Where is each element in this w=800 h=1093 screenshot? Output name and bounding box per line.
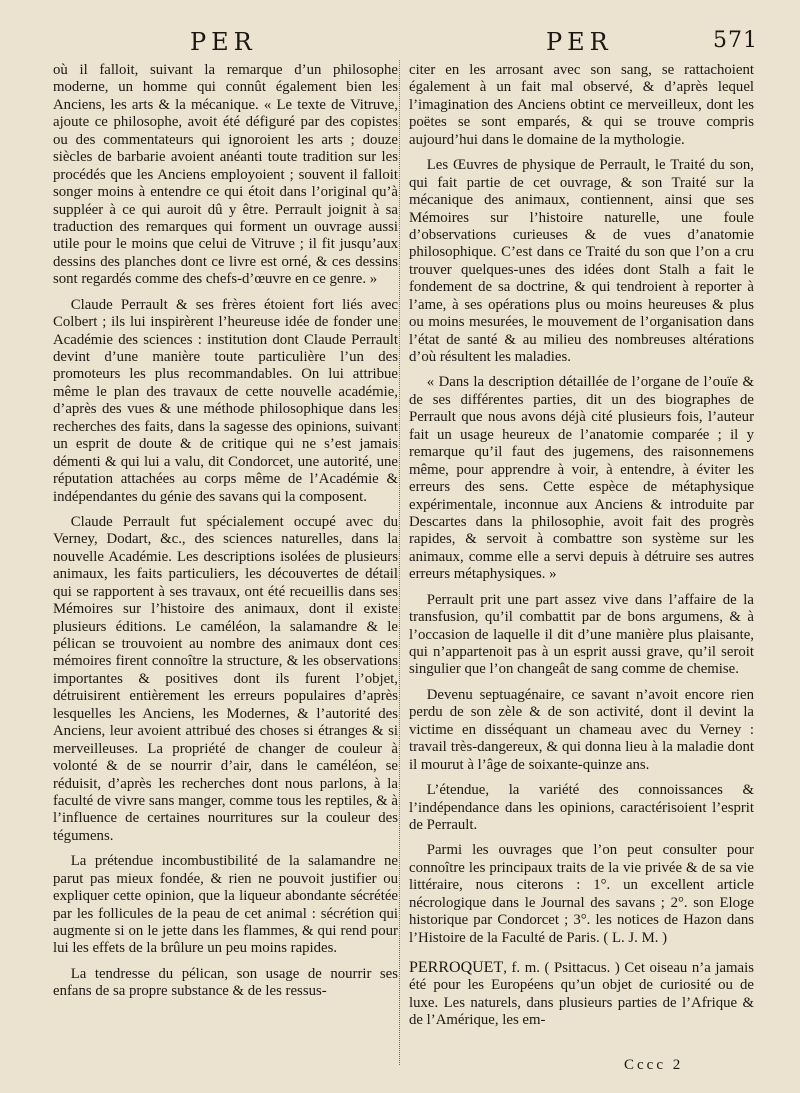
entry-headword: PERROQUET [409, 959, 504, 976]
paragraph: « Dans la description détaillée de l’organe de l’ouïe & de ses différentes parties, dit un des biographes de Perrault que nous avons déjà cité plusieurs fois, l’auteur fait un usage heureux de l’anatomie comparée ; il y remarque qu’il faut des jugemens, des raisonnemens même, pour apprendre à voir, à entendre, à éviter les erreurs des sens. Cette espèce de métaphysique expérimentale, inconnue aux Anciens & introduite par Descartes dans la philosophie, avoit fait des progrès rapides, & servoit à combattre son système sur les animaux, comme elle a servi depuis à détruire ses autres erreurs métaphysiques. » [409, 374, 754, 583]
running-head-right: PER [546, 28, 613, 56]
right-column [409, 62, 754, 1030]
paragraph: Claude Perrault & ses frères étoient fort liés avec Colbert ; ils lui inspirèrent l’heureuse idée de fonder une Académie des sciences : institution dont Claude Perrault devint d’une manière toute particulière l’un des promoteurs les plus recommandables. On lui attribue même le plan des travaux de cette nouvelle académie, d’après des vues & une méthode philosophique dans les recherches des faits, dans la sagesse des opinions, suivant un esprit de doute & de critique qui ne s’est jamais démenti & qui lui a valu, dit Condorcet, une autorité, une réputation attachées au corps même de l’Académie & indépendantes du génie des savans qui la composent. [53, 296, 398, 505]
paragraph: La prétendue incombustibilité de la salamandre ne parut pas mieux fondée, & rien ne pouvoit justifier ou expliquer cette opinion, que la liqueur abondante sécrétée par les follicules de la peau de cet animal : sécrétion qui augmente si on le jette dans les flammes, & qui rend pour lui les effets de la brûlure un peu moins rapides. [53, 853, 398, 957]
signature-mark: Cccc 2 [624, 1057, 684, 1073]
left-column [53, 62, 398, 1001]
paragraph: Claude Perrault fut spécialement occupé avec du Verney, Dodart, &c., des sciences naturelles, dans la nouvelle Académie. Les descriptions isolées de plusieurs animaux, les faits particuliers, les découvertes de détail qui se rapportent à ses travaux, ont été recueillis dans ses Mémoires sur l’histoire des animaux, dont il existe plusieurs éditions. Le caméléon, la salamandre & le pélican se trouvoient au nombre des animaux dont ces mémoires firent connoître la structure, & les observations importantes & positives dont ils furent l’objet, détruisirent entièrement les erreurs populaires d’après lesquelles les Anciens, les Modernes, & l’autorité des Anciens, leur avoient attribué des choses si étranges & si merveilleuses. La propriété de changer de couleur à volonté & de se nourrir d’air, dans le caméléon, se réduisit, d’après les recherches dont nous parlons, à la faculté de vivre sans manger, comme tous les reptiles, & à l’influence de certaines nourritures sur la couleur des tégumens. [53, 513, 398, 844]
paragraph: citer en les arrosant avec son sang, se rattachoient également à un fait mal observé, & d’après lequel l’imagination des Anciens obtint ce merveilleux, dont les poëtes se sont emparés, & qui se trouve compris aujourd’hui dans le domaine de la mythologie. [409, 62, 754, 148]
paragraph: La tendresse du pélican, son usage de nourrir ses enfans de sa propre substance & de les ressus- [53, 965, 398, 1000]
paragraph: Perrault prit une part assez vive dans l’affaire de la transfusion, qu’il combattit par de bons argumens, & à l’occasion de laquelle il dit d’une manière plus plaisante, qui n’appartenoit pas à un esprit aussi grave, qu’il seroit singulier que l’on changeât de sang comme de chemise. [409, 591, 754, 678]
entry-text: , f. m. ( Psittacus. ) Cet oiseau n’a jamais été pour les Européens qu’un objet de curiosité ou de luxe. Les naturels, dans plusieurs parties de l’Afrique & de l’Amérique, les em- [409, 960, 754, 1029]
paragraph: Parmi les ouvrages que l’on peut consulter pour connoître les principaux traits de la vie privée & de sa vie littéraire, nous citerons : 1°. un excellent article nécrologique dans le Journal des savans ; 2°. son Eloge historique par Condorcet ; 3°. les notices de Hazon dans l’Histoire de la Faculté de Paris. ( L. J. M. ) [409, 842, 754, 946]
paragraph: Les Œuvres de physique de Perrault, le Traité du son, qui fait partie de cet ouvrage, & son Traité sur la mécanique des animaux, contiennent, ainsi que ses Mémoires sur l’histoire naturelle, une foule d’observations curieuses & de vues d’anatomie philosophique. C’est dans ce Traité du son que l’on a cru trouver quelques-unes des idées dont Stalh a fait le fondement de sa doctrine, & qui tendroient à reporter à l’ame, à ses opérations plus ou moins heureuses & plus ou moins mesurées, le mouvement de l’organisation dans l’état de santé & au milieu des nombreuses altérations d’où résultent les maladies. [409, 157, 754, 365]
paragraph: L’étendue, la variété des connoissances & l’indépendance dans les opinions, caractérisoient l’esprit de Perrault. [409, 782, 754, 833]
column-divider [399, 60, 400, 1065]
paragraph: Devenu septuagénaire, ce savant n’avoit encore rien perdu de son zèle & de son activité, dont il devint la victime en disséquant un chameau avec du Verney : travail très-dangereux, & qui donna lieu à la maladie dont il mourut à l’âge de soixante-quinze ans. [409, 686, 754, 773]
running-head-left: PER [190, 28, 257, 56]
dictionary-entry [409, 959, 754, 1030]
paragraph: où il falloit, suivant la remarque d’un philosophe moderne, un homme qui connût également bien les Anciens, les arts & la mécanique. « Le texte de Vitruve, ajoute ce philosophe, avoit été défiguré par des copistes ou des commentateurs qui ignoroient les arts ; douze siècles de barbarie avoient anéanti toute tradition sur les procédés que les Anciens employoient ; souvent il falloit songer moins à entendre ce qui étoit dans l’original qu’à suppléer à ce qui auroit dû y être. Perrault joignit à sa traduction des remarques qui forment un ouvrage aussi utile pour le moins que celui de Vitruve ; il fit jusqu’aux dessins des planches dont ce livre est orné, & ces dessins sont regardés comme des chefs-d’œuvre en ce genre. » [53, 62, 398, 288]
page-number: 571 [713, 28, 758, 53]
